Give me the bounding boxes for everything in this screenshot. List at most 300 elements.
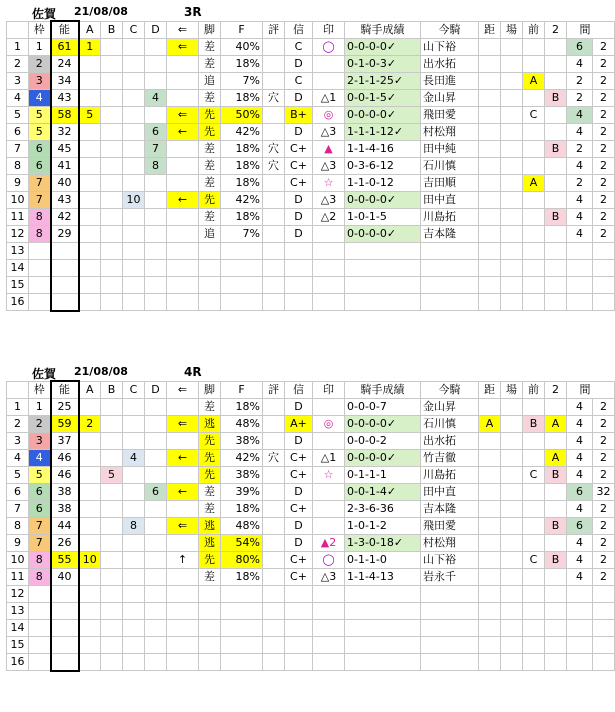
ni-cell xyxy=(545,586,567,603)
col-c-cell xyxy=(123,73,145,90)
arrow-cell xyxy=(167,141,199,158)
interval-2-cell: 32 xyxy=(593,484,615,501)
ni-cell xyxy=(545,294,567,311)
col-b-cell xyxy=(101,39,123,56)
jockey-name-cell xyxy=(421,620,479,637)
table-row xyxy=(7,260,615,277)
interval-1-cell: 4 xyxy=(567,467,593,484)
leg-cell xyxy=(199,620,221,637)
jockey-name-cell: 吉田順 xyxy=(421,175,479,192)
col-b-cell xyxy=(101,107,123,124)
row-number: 3 xyxy=(7,73,29,90)
mark-cell xyxy=(313,433,345,450)
f-cell: 40% xyxy=(221,39,263,56)
row-number: 6 xyxy=(7,484,29,501)
shin-cell: D xyxy=(285,535,313,552)
col-a-cell xyxy=(79,260,101,277)
ni-cell: A xyxy=(545,450,567,467)
table-row xyxy=(7,637,615,654)
col-c-cell xyxy=(123,39,145,56)
shin-cell: C+ xyxy=(285,175,313,192)
col-b-cell xyxy=(101,433,123,450)
f-cell: 38% xyxy=(221,433,263,450)
shin-cell: C xyxy=(285,73,313,90)
column-header: 前 xyxy=(523,21,545,39)
leg-cell xyxy=(199,294,221,311)
table-row xyxy=(7,226,615,243)
ability-cell: 46 xyxy=(51,467,79,484)
arrow-cell xyxy=(167,243,199,260)
mae-cell: C xyxy=(523,467,545,484)
jockey-record-cell: 0-0-0-0✓ xyxy=(345,450,421,467)
shin-cell: D xyxy=(285,209,313,226)
ni-cell: B xyxy=(545,209,567,226)
arrow-cell xyxy=(167,277,199,294)
interval-1-cell: 4 xyxy=(567,192,593,209)
row-number: 15 xyxy=(7,277,29,294)
col-d-cell xyxy=(145,416,167,433)
f-cell: 18% xyxy=(221,175,263,192)
col-a-cell xyxy=(79,294,101,311)
row-number: 5 xyxy=(7,107,29,124)
waku-cell: 2 xyxy=(29,416,51,433)
column-header: D xyxy=(145,21,167,39)
column-header: 場 xyxy=(501,381,523,399)
col-a-cell xyxy=(79,141,101,158)
column-header: 今騎 xyxy=(421,21,479,39)
mae-cell: A xyxy=(523,73,545,90)
jockey-name-cell: 田中純 xyxy=(421,141,479,158)
col-b-cell xyxy=(101,294,123,311)
arrow-cell: ← xyxy=(167,192,199,209)
f-cell xyxy=(221,260,263,277)
hyo-cell xyxy=(263,552,285,569)
mae-cell xyxy=(523,535,545,552)
table-row xyxy=(7,294,615,311)
ability-cell: 40 xyxy=(51,569,79,586)
mark-cell: △2 xyxy=(313,209,345,226)
shin-cell: D xyxy=(285,484,313,501)
col-d-cell xyxy=(145,243,167,260)
col-c-cell xyxy=(123,586,145,603)
arrow-cell xyxy=(167,175,199,192)
mark-cell: △1 xyxy=(313,450,345,467)
hyo-cell xyxy=(263,260,285,277)
date-label: 21/08/08 xyxy=(74,365,128,378)
arrow-cell xyxy=(167,209,199,226)
column-header: B xyxy=(101,381,123,399)
column-header: B xyxy=(101,21,123,39)
shin-cell xyxy=(285,586,313,603)
col-b-cell xyxy=(101,654,123,671)
ba-cell xyxy=(501,243,523,260)
jockey-record-cell: 1-3-0-18✓ xyxy=(345,535,421,552)
column-header: 2 xyxy=(545,21,567,39)
hyo-cell xyxy=(263,603,285,620)
jockey-record-cell xyxy=(345,620,421,637)
interval-2-cell: 2 xyxy=(593,518,615,535)
col-d-cell xyxy=(145,603,167,620)
column-header: 今騎 xyxy=(421,381,479,399)
waku-cell: 1 xyxy=(29,39,51,56)
col-d-cell xyxy=(145,56,167,73)
leg-cell xyxy=(199,260,221,277)
leg-cell: 差 xyxy=(199,501,221,518)
kyori-cell xyxy=(479,569,501,586)
arrow-cell xyxy=(167,158,199,175)
jockey-record-cell: 0-0-0-0✓ xyxy=(345,192,421,209)
col-c-cell xyxy=(123,637,145,654)
f-cell xyxy=(221,620,263,637)
jockey-name-cell: 出水拓 xyxy=(421,433,479,450)
jockey-name-cell: 飛田愛 xyxy=(421,518,479,535)
table-row xyxy=(7,39,615,56)
ability-cell: 25 xyxy=(51,399,79,416)
jockey-record-cell xyxy=(345,654,421,671)
col-b-cell xyxy=(101,158,123,175)
f-cell: 39% xyxy=(221,484,263,501)
jockey-name-cell: 山下裕 xyxy=(421,39,479,56)
column-header: F xyxy=(221,21,263,39)
ba-cell xyxy=(501,620,523,637)
ba-cell xyxy=(501,654,523,671)
jockey-record-cell: 0-0-1-4✓ xyxy=(345,484,421,501)
ba-cell xyxy=(501,192,523,209)
interval-2-cell xyxy=(593,586,615,603)
waku-cell: 3 xyxy=(29,433,51,450)
interval-1-cell xyxy=(567,260,593,277)
race-table-3r xyxy=(6,4,615,312)
leg-cell: 差 xyxy=(199,39,221,56)
column-header: 場 xyxy=(501,21,523,39)
waku-cell: 4 xyxy=(29,90,51,107)
mark-cell xyxy=(313,294,345,311)
entries-table xyxy=(6,20,615,312)
col-c-cell xyxy=(123,277,145,294)
row-number: 6 xyxy=(7,124,29,141)
shin-cell: C+ xyxy=(285,501,313,518)
arrow-cell xyxy=(167,260,199,277)
interval-2-cell xyxy=(593,277,615,294)
interval-1-cell xyxy=(567,603,593,620)
mark-cell: △3 xyxy=(313,124,345,141)
jockey-name-cell: 村松翔 xyxy=(421,124,479,141)
jockey-record-cell xyxy=(345,586,421,603)
kyori-cell xyxy=(479,399,501,416)
jockey-name-cell xyxy=(421,603,479,620)
ba-cell xyxy=(501,416,523,433)
table-row xyxy=(7,124,615,141)
col-a-cell xyxy=(79,654,101,671)
arrow-cell: ⇐ xyxy=(167,416,199,433)
hyo-cell xyxy=(263,569,285,586)
jockey-record-cell: 1-0-1-5 xyxy=(345,209,421,226)
ba-cell xyxy=(501,226,523,243)
shin-cell xyxy=(285,294,313,311)
header-blank xyxy=(7,381,29,399)
interval-1-cell: 4 xyxy=(567,416,593,433)
mark-cell: ☆ xyxy=(313,175,345,192)
jockey-name-cell: 飛田愛 xyxy=(421,107,479,124)
interval-2-cell: 2 xyxy=(593,399,615,416)
mark-cell xyxy=(313,518,345,535)
waku-cell xyxy=(29,294,51,311)
mark-cell xyxy=(313,399,345,416)
hyo-cell xyxy=(263,192,285,209)
col-a-cell xyxy=(79,586,101,603)
shin-cell: A+ xyxy=(285,416,313,433)
interval-1-cell xyxy=(567,243,593,260)
hyo-cell xyxy=(263,399,285,416)
arrow-cell: ← xyxy=(167,484,199,501)
interval-1-cell xyxy=(567,637,593,654)
mark-cell xyxy=(313,586,345,603)
mae-cell xyxy=(523,260,545,277)
mae-cell: C xyxy=(523,552,545,569)
column-header: 印 xyxy=(313,381,345,399)
ability-cell: 43 xyxy=(51,90,79,107)
ability-cell xyxy=(51,637,79,654)
shin-cell xyxy=(285,243,313,260)
col-d-cell xyxy=(145,209,167,226)
ability-cell: 61 xyxy=(51,39,79,56)
f-cell: 18% xyxy=(221,90,263,107)
table-row xyxy=(7,586,615,603)
ability-cell xyxy=(51,243,79,260)
ba-cell xyxy=(501,552,523,569)
arrow-cell xyxy=(167,294,199,311)
col-b-cell: 5 xyxy=(101,467,123,484)
jockey-name-cell: 村松翔 xyxy=(421,535,479,552)
leg-cell: 差 xyxy=(199,175,221,192)
interval-1-cell: 2 xyxy=(567,141,593,158)
ba-cell xyxy=(501,124,523,141)
ni-cell xyxy=(545,56,567,73)
col-a-cell xyxy=(79,620,101,637)
jockey-record-cell xyxy=(345,260,421,277)
leg-cell: 追 xyxy=(199,73,221,90)
interval-1-cell xyxy=(567,620,593,637)
mark-cell xyxy=(313,637,345,654)
ba-cell xyxy=(501,450,523,467)
col-b-cell xyxy=(101,637,123,654)
ni-cell xyxy=(545,175,567,192)
arrow-cell: ⇐ xyxy=(167,518,199,535)
column-header: 信 xyxy=(285,381,313,399)
interval-1-cell xyxy=(567,586,593,603)
column-header: 能 xyxy=(51,381,79,399)
waku-cell xyxy=(29,654,51,671)
jockey-record-cell: 0-1-1-1 xyxy=(345,467,421,484)
leg-cell xyxy=(199,586,221,603)
ba-cell xyxy=(501,141,523,158)
mark-cell: ◯ xyxy=(313,552,345,569)
shin-cell: B+ xyxy=(285,107,313,124)
arrow-cell xyxy=(167,226,199,243)
f-cell: 18% xyxy=(221,569,263,586)
interval-2-cell: 2 xyxy=(593,90,615,107)
mae-cell: C xyxy=(523,107,545,124)
leg-cell: 差 xyxy=(199,56,221,73)
ni-cell: B xyxy=(545,90,567,107)
table-row xyxy=(7,603,615,620)
jockey-record-cell: 1-1-4-13 xyxy=(345,569,421,586)
interval-1-cell xyxy=(567,654,593,671)
ni-cell xyxy=(545,620,567,637)
mae-cell xyxy=(523,518,545,535)
row-number: 9 xyxy=(7,535,29,552)
kyori-cell xyxy=(479,294,501,311)
column-header: ⇐ xyxy=(167,381,199,399)
kyori-cell xyxy=(479,603,501,620)
column-header: 評 xyxy=(263,381,285,399)
shin-cell: D xyxy=(285,226,313,243)
jockey-name-cell: 石川慎 xyxy=(421,158,479,175)
row-number: 15 xyxy=(7,637,29,654)
shin-cell: C+ xyxy=(285,552,313,569)
interval-2-cell: 2 xyxy=(593,107,615,124)
row-number: 16 xyxy=(7,294,29,311)
jockey-record-cell: 0-3-6-12 xyxy=(345,158,421,175)
leg-cell: 差 xyxy=(199,399,221,416)
mark-cell xyxy=(313,501,345,518)
ni-cell xyxy=(545,433,567,450)
col-b-cell xyxy=(101,399,123,416)
col-c-cell: 4 xyxy=(123,450,145,467)
col-a-cell xyxy=(79,56,101,73)
col-b-cell xyxy=(101,226,123,243)
ni-cell xyxy=(545,654,567,671)
mae-cell xyxy=(523,192,545,209)
col-a-cell: 1 xyxy=(79,39,101,56)
column-header: 2 xyxy=(545,381,567,399)
leg-cell xyxy=(199,277,221,294)
mae-cell xyxy=(523,569,545,586)
col-b-cell xyxy=(101,56,123,73)
interval-2-cell: 2 xyxy=(593,535,615,552)
hyo-cell xyxy=(263,277,285,294)
col-d-cell xyxy=(145,552,167,569)
hyo-cell xyxy=(263,484,285,501)
jockey-record-cell xyxy=(345,294,421,311)
column-header: ⇐ xyxy=(167,21,199,39)
ni-cell xyxy=(545,484,567,501)
f-cell: 18% xyxy=(221,158,263,175)
kyori-cell: A xyxy=(479,416,501,433)
row-number: 7 xyxy=(7,141,29,158)
arrow-cell xyxy=(167,90,199,107)
jockey-name-cell: 竹吉徹 xyxy=(421,450,479,467)
jockey-record-cell: 0-0-0-7 xyxy=(345,399,421,416)
leg-cell: 差 xyxy=(199,158,221,175)
header-blank xyxy=(7,21,29,39)
interval-1-cell: 4 xyxy=(567,569,593,586)
waku-cell: 6 xyxy=(29,158,51,175)
mark-cell: △3 xyxy=(313,158,345,175)
ba-cell xyxy=(501,260,523,277)
ni-cell xyxy=(545,39,567,56)
col-b-cell xyxy=(101,192,123,209)
ability-cell xyxy=(51,603,79,620)
ability-cell xyxy=(51,294,79,311)
ability-cell: 45 xyxy=(51,141,79,158)
row-number: 14 xyxy=(7,260,29,277)
kyori-cell xyxy=(479,535,501,552)
interval-1-cell: 4 xyxy=(567,158,593,175)
leg-cell: 先 xyxy=(199,552,221,569)
hyo-cell xyxy=(263,226,285,243)
col-b-cell xyxy=(101,175,123,192)
leg-cell xyxy=(199,243,221,260)
jockey-record-cell: 1-1-4-16 xyxy=(345,141,421,158)
arrow-cell: ← xyxy=(167,450,199,467)
col-d-cell xyxy=(145,175,167,192)
col-c-cell xyxy=(123,294,145,311)
ability-cell: 55 xyxy=(51,552,79,569)
jockey-name-cell: 田中直 xyxy=(421,484,479,501)
arrow-cell xyxy=(167,586,199,603)
col-c-cell xyxy=(123,433,145,450)
venue-label: 佐賀 xyxy=(32,7,57,21)
waku-cell: 7 xyxy=(29,518,51,535)
venue-label: 佐賀 xyxy=(32,367,57,381)
jockey-record-cell xyxy=(345,603,421,620)
shin-cell: C xyxy=(285,39,313,56)
col-a-cell xyxy=(79,637,101,654)
ba-cell xyxy=(501,107,523,124)
mark-cell xyxy=(313,484,345,501)
col-b-cell xyxy=(101,277,123,294)
row-number: 14 xyxy=(7,620,29,637)
interval-2-cell: 2 xyxy=(593,467,615,484)
kyori-cell xyxy=(479,192,501,209)
row-number: 1 xyxy=(7,399,29,416)
col-c-cell xyxy=(123,569,145,586)
mae-cell xyxy=(523,243,545,260)
ba-cell xyxy=(501,603,523,620)
mark-cell xyxy=(313,620,345,637)
mae-cell xyxy=(523,277,545,294)
shin-cell: D xyxy=(285,399,313,416)
interval-1-cell: 4 xyxy=(567,501,593,518)
column-header: 評 xyxy=(263,21,285,39)
ni-cell xyxy=(545,260,567,277)
col-b-cell xyxy=(101,620,123,637)
col-a-cell xyxy=(79,243,101,260)
column-header: A xyxy=(79,21,101,39)
table-row xyxy=(7,107,615,124)
leg-cell: 逃 xyxy=(199,416,221,433)
col-a-cell xyxy=(79,158,101,175)
kyori-cell xyxy=(479,226,501,243)
f-cell xyxy=(221,586,263,603)
hyo-cell xyxy=(263,467,285,484)
mark-cell xyxy=(313,73,345,90)
column-header: 枠 xyxy=(29,21,51,39)
col-d-cell xyxy=(145,277,167,294)
jockey-name-cell: 長田進 xyxy=(421,73,479,90)
waku-cell xyxy=(29,243,51,260)
column-header: D xyxy=(145,381,167,399)
mae-cell xyxy=(523,484,545,501)
column-header: 脚 xyxy=(199,21,221,39)
ba-cell xyxy=(501,586,523,603)
arrow-cell xyxy=(167,467,199,484)
table-row xyxy=(7,141,615,158)
interval-1-cell: 4 xyxy=(567,433,593,450)
f-cell: 50% xyxy=(221,107,263,124)
mae-cell: A xyxy=(523,175,545,192)
